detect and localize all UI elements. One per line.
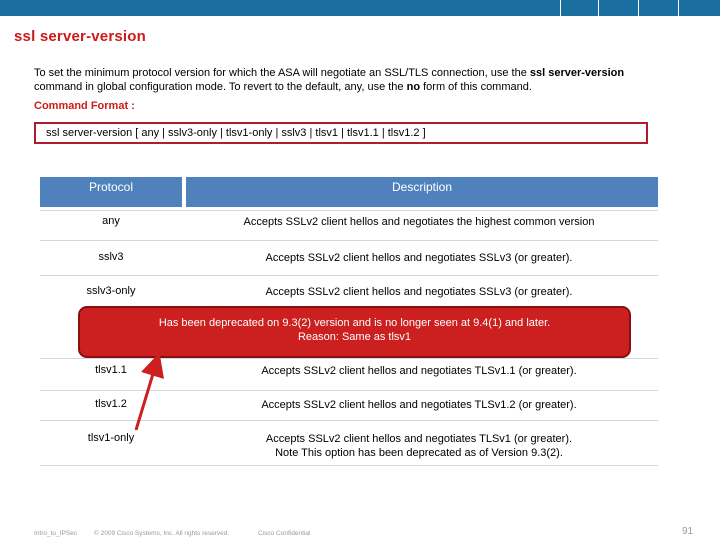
protocol-cell: tlsv1-only — [87, 432, 135, 444]
intro-no: no — [406, 81, 421, 93]
description-text: Accepts SSLv2 client hellos and negotiates TLSv1 (or greater). — [265, 433, 573, 445]
footer-copyright: © 2009 Cisco Systems, Inc. All rights reserved. — [94, 530, 230, 537]
footer-deck-name: Intro_to_IPSec — [34, 530, 77, 537]
command-format-box: ssl server-version [ any | sslv3-only | tlsv1-only | sslv3 | tlsv1 | tlsv1.1 | tlsv1.2 ] — [34, 122, 648, 144]
intro-text: command in global configuration mode. To revert to the default, any, use the — [34, 81, 407, 93]
description-cell: Accepts SSLv2 client hellos and negotiates TLSv1.1 (or greater). — [261, 365, 577, 377]
page-number: 91 — [682, 526, 694, 537]
command-format-label: Command Format : — [34, 100, 135, 112]
deprecation-note: Note This option has been deprecated as of Version 9.3(2). — [275, 447, 563, 459]
protocol-cell: sslv3 — [98, 251, 124, 263]
intro-text: form of this command. — [420, 81, 532, 93]
protocol-cell: tlsv1.1 — [95, 364, 127, 376]
description-cell: Accepts SSLv2 client hellos and negotiates the highest common version — [243, 216, 595, 228]
intro-command: ssl server-version — [529, 67, 625, 79]
intro-text: To set the minimum protocol version for which the ASA will negotiate an SSL/TLS connection, use the — [34, 67, 530, 79]
header-protocol: Protocol — [40, 177, 182, 207]
callout-line: Has been deprecated on 9.3(2) version and is no longer seen at 9.4(1) and later. — [158, 317, 551, 329]
slide-title: ssl server-version — [14, 28, 147, 45]
description-cell: Accepts SSLv2 client hellos and negotiates SSLv3 (or greater). — [265, 252, 573, 264]
protocol-cell: sslv3-only — [86, 285, 136, 297]
header-description: Description — [186, 177, 658, 207]
description-cell: Accepts SSLv2 client hellos and negotiates SSLv3 (or greater). — [265, 286, 573, 298]
callout-reason: Reason: Same as tlsv1 — [297, 331, 412, 343]
footer-confidential: Cisco Confidential — [258, 530, 311, 537]
protocol-cell: tlsv1.2 — [95, 398, 127, 410]
protocol-cell: any — [102, 215, 120, 227]
description-cell: Accepts SSLv2 client hellos and negotiates TLSv1.2 (or greater). — [261, 399, 577, 411]
